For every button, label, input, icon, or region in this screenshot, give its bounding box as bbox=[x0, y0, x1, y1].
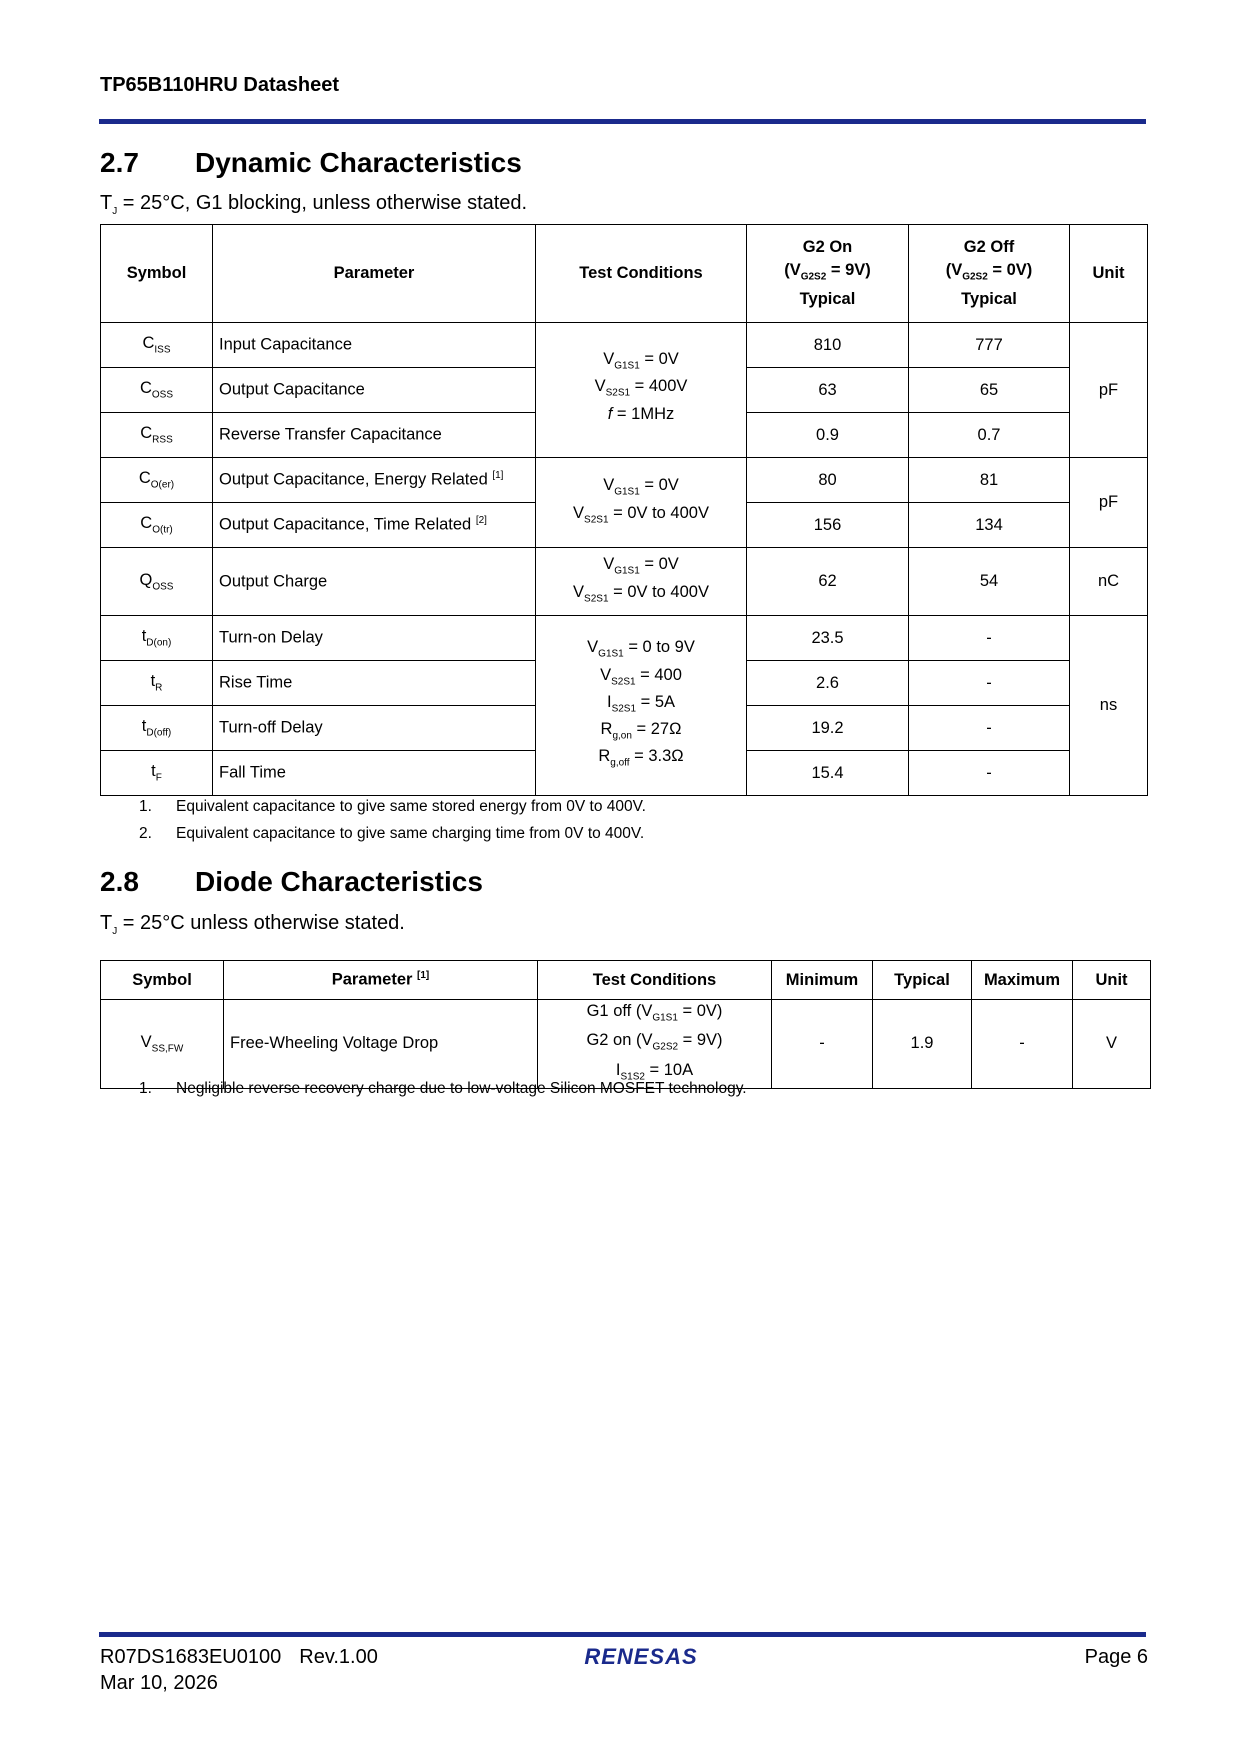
typical-cell: 1.9 bbox=[873, 1000, 972, 1089]
parameter-cell: Rise Time bbox=[213, 661, 536, 706]
parameter-cell: Fall Time bbox=[213, 751, 536, 796]
g2-off-typical-cell: 54 bbox=[909, 548, 1070, 616]
g2-on-typical-cell: 19.2 bbox=[747, 706, 909, 751]
symbol-cell: $C_{O(tr)}$ bbox=[101, 503, 213, 548]
unit-cell: pF bbox=[1070, 323, 1148, 458]
g2-off-typical-cell: 777 bbox=[909, 323, 1070, 368]
conditions-cell: $V_{G1S1} = 0$ to 9V $V_{S2S1} = 400$ $I_{S2S1} = 5A$ $R_{g,on} = 27\Omega$ $R_{g,off} = 3.3\Omega$ bbox=[536, 616, 747, 796]
symbol-cell: $C_{OSS}$ bbox=[101, 368, 213, 413]
header-g2-on-title: G2 On bbox=[802, 237, 853, 256]
table-row bbox=[101, 323, 1148, 368]
g2-off-typical-cell: 81 bbox=[909, 458, 1070, 503]
g2-on-typical-cell: 2.6 bbox=[747, 661, 909, 706]
maximum-cell: - bbox=[972, 1000, 1073, 1089]
header-unit: Unit bbox=[1073, 961, 1151, 1000]
parameter-cell: Input Capacitance bbox=[213, 323, 536, 368]
document-number: R07DS1683EU0100 bbox=[100, 1646, 282, 1668]
header-unit: Unit bbox=[1070, 225, 1148, 323]
document-title: TP65B110HRU Datasheet bbox=[100, 74, 339, 96]
section-title: Diode Characteristics bbox=[195, 866, 483, 897]
cond-sub: J bbox=[112, 926, 118, 937]
cond-text: = 25°C unless otherwise stated. bbox=[117, 912, 405, 934]
symbol-cell: $t_F$ bbox=[101, 751, 213, 796]
unit-cell: V bbox=[1073, 1000, 1151, 1089]
symbol-cell: $C_{O(er)}$ bbox=[101, 458, 213, 503]
conditions-cell: $V_{G1S1} = 0V$ $V_{S2S1} = 400V$ f = 1MHz bbox=[536, 323, 747, 458]
g2-on-typical-cell: 156 bbox=[747, 503, 909, 548]
table-row bbox=[101, 458, 1148, 503]
symbol-cell: $t_{D(on)}$ bbox=[101, 616, 213, 661]
g2-on-typical-cell: 23.5 bbox=[747, 616, 909, 661]
header-symbol: Symbol bbox=[101, 961, 224, 1000]
symbol-cell: $t_{D(off)}$ bbox=[101, 706, 213, 751]
conditions-cell: $V_{G1S1} = 0V$ $V_{S2S1} = 0V$ to 400V bbox=[536, 548, 747, 616]
g2-on-typical-cell: 0.9 bbox=[747, 413, 909, 458]
g2-off-typical-cell: - bbox=[909, 706, 1070, 751]
symbol-cell: $V_{SS,FW}$ bbox=[101, 1000, 224, 1089]
header-g2-on-typical: Typical bbox=[799, 290, 856, 309]
test-condition-note bbox=[100, 912, 405, 937]
svg-text:RENESAS: RENESAS bbox=[584, 1644, 698, 1669]
diode-characteristics-table bbox=[100, 960, 1151, 1089]
parameter-cell: Turn-off Delay bbox=[213, 706, 536, 751]
header-parameter: Parameter [1] bbox=[224, 961, 538, 1000]
cond-prefix: T bbox=[100, 192, 113, 214]
parameter-cell: Turn-on Delay bbox=[213, 616, 536, 661]
header-g2-off-title: G2 Off bbox=[963, 237, 1015, 256]
parameter-cell: Output Capacitance, Time Related [2] bbox=[213, 503, 536, 548]
section-heading-diode bbox=[100, 866, 483, 898]
header-maximum: Maximum bbox=[972, 961, 1073, 1000]
header-g2-on bbox=[747, 225, 909, 323]
footer-rule bbox=[99, 1632, 1146, 1637]
symbol-cell: $t_R$ bbox=[101, 661, 213, 706]
header-test-conditions: Test Conditions bbox=[538, 961, 772, 1000]
header-minimum: Minimum bbox=[772, 961, 873, 1000]
table-row bbox=[101, 548, 1148, 616]
cond-prefix: T bbox=[100, 912, 113, 934]
document-date: Mar 10, 2026 bbox=[100, 1672, 218, 1694]
header-test-conditions: Test Conditions bbox=[536, 225, 747, 323]
page-number: Page 6 bbox=[1084, 1646, 1148, 1668]
renesas-logo bbox=[568, 1643, 714, 1669]
g2-off-typical-cell: - bbox=[909, 661, 1070, 706]
dynamic-characteristics-table bbox=[100, 224, 1148, 796]
header-g2-off-typical: Typical bbox=[961, 290, 1017, 309]
table-row bbox=[101, 616, 1148, 661]
g2-on-typical-cell: 15.4 bbox=[747, 751, 909, 796]
footer-doc-info bbox=[100, 1644, 378, 1696]
minimum-cell: - bbox=[772, 1000, 873, 1089]
parameter-cell: Output Capacitance, Energy Related [1] bbox=[213, 458, 536, 503]
header-g2-off bbox=[909, 225, 1070, 323]
g2-off-typical-cell: 65 bbox=[909, 368, 1070, 413]
g2-off-typical-cell: - bbox=[909, 616, 1070, 661]
revision: Rev.1.00 bbox=[299, 1646, 378, 1668]
parameter-cell: Output Charge bbox=[213, 548, 536, 616]
test-condition-note bbox=[100, 192, 527, 217]
parameter-cell: Output Capacitance bbox=[213, 368, 536, 413]
g2-on-typical-cell: 810 bbox=[747, 323, 909, 368]
parameter-cell: Reverse Transfer Capacitance bbox=[213, 413, 536, 458]
unit-cell: ns bbox=[1070, 616, 1148, 796]
unit-cell: nC bbox=[1070, 548, 1148, 616]
section-number: 2.8 bbox=[100, 866, 139, 897]
conditions-cell: $V_{G1S1} = 0V$ $V_{S2S1} = 0V$ to 400V bbox=[536, 458, 747, 548]
g2-off-typical-cell: - bbox=[909, 751, 1070, 796]
unit-cell: pF bbox=[1070, 458, 1148, 548]
header-symbol: Symbol bbox=[101, 225, 213, 323]
section-title: Dynamic Characteristics bbox=[195, 147, 522, 178]
g2-on-typical-cell: 62 bbox=[747, 548, 909, 616]
header-parameter: Parameter bbox=[213, 225, 536, 323]
g2-off-typical-cell: 134 bbox=[909, 503, 1070, 548]
cond-text: = 25°C, G1 blocking, unless otherwise stated. bbox=[117, 192, 528, 214]
header-g2-off-cond: $(V_{G2S2} = 0V)$ bbox=[945, 260, 1033, 283]
header-typical: Typical bbox=[873, 961, 972, 1000]
symbol-cell: $Q_{OSS}$ bbox=[101, 548, 213, 616]
section-heading-dynamic bbox=[100, 147, 522, 179]
conditions-cell: G1 off $(V_{G1S1} = 0V)$ G2 on $(V_{G2S2} = 9V)$ $I_{S1S2} = 10A$ bbox=[538, 1000, 772, 1089]
parameter-cell: Free-Wheeling Voltage Drop bbox=[224, 1000, 538, 1089]
g2-on-typical-cell: 80 bbox=[747, 458, 909, 503]
section-number: 2.7 bbox=[100, 147, 139, 178]
symbol-cell: $C_{ISS}$ bbox=[101, 323, 213, 368]
g2-on-typical-cell: 63 bbox=[747, 368, 909, 413]
header-rule bbox=[99, 119, 1146, 124]
cond-sub: J bbox=[112, 206, 118, 217]
header-g2-on-cond: $(V_{G2S2} = 9V)$ bbox=[784, 260, 871, 283]
g2-off-typical-cell: 0.7 bbox=[909, 413, 1070, 458]
symbol-cell: $C_{RSS}$ bbox=[101, 413, 213, 458]
